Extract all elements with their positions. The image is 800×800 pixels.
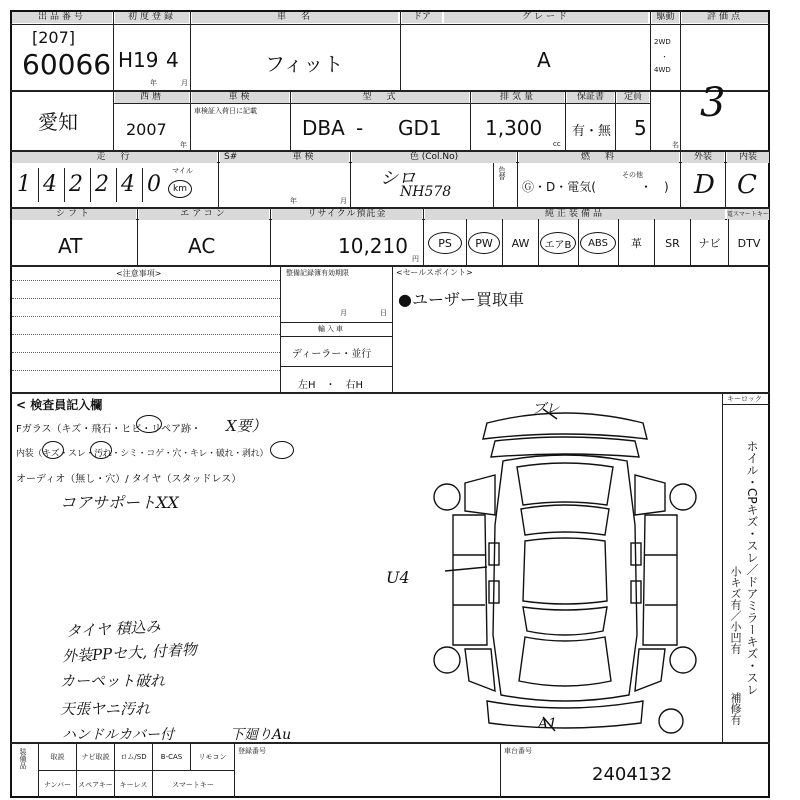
fuel-other: その他 — [622, 171, 643, 179]
import-type: ディーラー・並行 — [292, 349, 372, 360]
car-name-label: 車 名 — [192, 12, 398, 23]
equip-aw: AW — [511, 236, 530, 250]
row-rule — [10, 24, 770, 25]
row-rule — [722, 404, 770, 405]
lot-label: 出品番号 — [12, 12, 112, 23]
col-rule — [113, 10, 114, 150]
note-line — [12, 370, 280, 371]
interior-line: 内装（キズ・スレ・汚れ・シミ・コゲ・穴・キレ・破れ・剥れ） — [16, 449, 269, 459]
front-left-arch — [465, 475, 495, 515]
glass-hand: X要） — [226, 417, 267, 435]
color-change-label: 色替 — [498, 166, 506, 180]
grade-label: グレード — [444, 12, 648, 23]
hand-note: カーペット破れ — [60, 672, 166, 690]
reg-month-unit: 月 — [181, 79, 188, 87]
fuel-close: ・ ) — [640, 180, 669, 194]
western-year-unit: 年 — [180, 141, 187, 149]
mileage-digit: 4 — [43, 172, 57, 197]
western-year-label: 西暦 — [115, 92, 189, 103]
warranty-label: 保証書 — [567, 92, 614, 103]
col-rule — [650, 10, 651, 150]
color-code: NH578 — [400, 184, 452, 200]
chassis-label: 車台番号 — [504, 747, 532, 755]
digit-rule — [90, 168, 91, 202]
mileage-digit: 2 — [95, 172, 109, 197]
lot-number: 60066 — [22, 48, 112, 81]
rear-glass-shape — [523, 607, 607, 635]
accessories-label: 装備品 — [19, 748, 27, 769]
col-rule — [578, 219, 579, 265]
col-rule — [400, 10, 401, 90]
right-side-note-2: 小キズ有／小凹有 — [729, 566, 742, 654]
score-value: 3 — [700, 80, 726, 126]
glass-line: Fガラス（キズ・飛石・ヒビ・リペア跡・ — [16, 424, 202, 435]
sales-point: ●ユーザー買取車 — [398, 290, 524, 309]
diagram-side-note: U4 — [386, 568, 410, 587]
col-rule — [470, 90, 471, 150]
inspection-label-2: 車検 — [192, 92, 289, 103]
wheel-rear-right — [670, 647, 696, 673]
inspection-note: 車検証入荷日に記載 — [194, 107, 257, 115]
col-rule — [517, 150, 518, 207]
shift-value: AT — [58, 234, 83, 258]
km-circled: km — [168, 180, 192, 198]
sales-label: <セールスポイント> — [396, 268, 473, 277]
acc-rom-sd: ロム/SD — [120, 753, 147, 761]
capacity: 5 — [634, 116, 647, 140]
hand-note: タイヤ 積込み — [65, 617, 161, 641]
col-rule — [493, 162, 494, 207]
col-rule — [190, 90, 191, 150]
digit-rule — [64, 168, 65, 202]
reg-month: 4 — [166, 48, 179, 72]
right-side-note-3: 補修有 — [729, 692, 742, 725]
col-rule — [218, 150, 219, 207]
note-line — [12, 352, 280, 353]
drive-2wd: 2WD — [654, 38, 671, 46]
mileage-digit: 2 — [69, 172, 83, 197]
interior-circle — [42, 441, 64, 459]
col-rule — [270, 207, 271, 265]
mile-label: マイル — [172, 167, 193, 175]
col-rule — [190, 10, 191, 90]
model-dash: - — [356, 116, 364, 140]
rear-left-arch — [465, 649, 495, 691]
rear-right-arch — [635, 649, 665, 691]
acc-bcas: B-CAS — [160, 753, 183, 761]
equip-airbag: エアB — [540, 232, 576, 254]
drive-label: 駆動 — [652, 12, 679, 23]
equip-ps: PS — [428, 232, 462, 254]
left-door-split — [453, 555, 485, 605]
col-rule — [680, 150, 681, 207]
spare-wheel — [659, 709, 683, 733]
col-rule — [423, 207, 424, 265]
acc-number-plate: ナンバー — [43, 781, 72, 789]
wheel-front-right — [670, 484, 696, 510]
inspection-month-unit: 月 — [340, 197, 347, 205]
exterior-grade: D — [694, 170, 715, 200]
audio-line: オーディオ（無し・穴）/ タイヤ（スタッドレス） — [16, 474, 242, 485]
col-rule — [466, 219, 467, 265]
equipment-label: 純正装備品 — [425, 209, 725, 220]
ac-value: AC — [188, 234, 216, 258]
interior-label: 内装 — [727, 152, 769, 163]
caution-label: <注意事項> — [116, 269, 162, 278]
row-rule — [10, 265, 770, 267]
inspector-title: < 検査員記入欄 — [16, 398, 103, 412]
body-outline — [493, 455, 637, 701]
col-rule — [350, 150, 351, 207]
acc-navi-manual: ナビ取説 — [81, 753, 110, 761]
exterior-label: 外装 — [682, 152, 724, 163]
record-day: 日 — [380, 309, 387, 317]
acc-smart-key: スマートキー — [172, 781, 214, 789]
fuel-value: Ⓖ・D・電気( — [522, 180, 596, 194]
capacity-label: 定員 — [617, 92, 649, 103]
mileage-digit: 4 — [121, 172, 135, 197]
acc-spare-key: スペアキー — [78, 781, 113, 789]
equip-abs: ABS — [580, 232, 616, 254]
col-rule — [615, 90, 616, 150]
rear-bumper-shape — [487, 701, 643, 728]
model-code: GD1 — [398, 116, 442, 140]
hood-front-shape — [491, 437, 639, 457]
chassis-number: 2404132 — [592, 764, 673, 785]
col-rule — [680, 10, 681, 150]
lot-bracket: [207] — [32, 28, 76, 47]
drive-4wd: 4WD — [654, 66, 671, 74]
col-rule — [392, 265, 393, 392]
right-side-note-1: ホイル・CPキズ・スレ／ドアミラーキズ・スレ — [745, 440, 759, 696]
score-label: 評価点 — [682, 12, 768, 23]
reg-year-unit: 年 — [150, 79, 157, 87]
mileage-label: 走 行 — [12, 152, 217, 163]
key-lock-label: キーロック — [727, 395, 762, 403]
reg-label: 初度登録 — [115, 12, 189, 23]
recycle-label: リサイクル預託金 — [272, 209, 422, 220]
yen-unit: 円 — [412, 255, 419, 263]
displacement-label: 排気量 — [472, 92, 564, 103]
acc-remote: リモコン — [198, 753, 227, 761]
recycle-amount: 10,210 — [338, 234, 408, 258]
diagram-rear-note: A1 — [538, 716, 558, 732]
row-rule — [10, 742, 770, 744]
col-rule — [280, 265, 281, 392]
front-right-arch — [635, 475, 665, 515]
trunk-shape — [519, 637, 611, 686]
registration-label: 登録番号 — [238, 747, 266, 755]
door-label: ドア — [402, 12, 442, 23]
region: 愛知 — [38, 110, 78, 134]
ac-label: エアコン — [139, 209, 269, 220]
fuel-label: 燃 料 — [519, 152, 679, 163]
windshield-shape — [521, 505, 609, 535]
drive-dot: ・ — [661, 53, 668, 61]
hand-note: 天張ヤニ汚れ — [60, 700, 151, 718]
equip-leather: 革 — [631, 237, 642, 250]
hand-note: ハンドルカバー付 — [62, 727, 174, 743]
rear-note-pointer — [543, 717, 555, 731]
col-rule — [234, 742, 235, 798]
import-label: 輸入車 — [318, 325, 345, 333]
s-label: S# — [220, 152, 349, 163]
wheel-front-left — [434, 484, 460, 510]
digit-rule — [38, 168, 39, 202]
col-rule — [137, 207, 138, 265]
wheel-rear-left — [434, 647, 460, 673]
displacement: 1,300 — [485, 116, 543, 140]
hand-note: 外装PPセ大, 付着物 — [61, 640, 198, 666]
color-label: 色 (Col.No) — [352, 152, 516, 163]
row-rule — [280, 322, 392, 323]
col-rule — [500, 742, 501, 798]
equip-sr: SR — [665, 236, 680, 250]
glass-hibi-circle — [136, 415, 162, 433]
mileage-digit: 1 — [17, 172, 31, 197]
right-door-split — [645, 555, 677, 605]
col-rule — [290, 90, 291, 150]
warranty-value: 有・無 — [572, 124, 612, 139]
cc-unit: cc — [553, 140, 561, 148]
acc-keyless: キーレス — [119, 781, 148, 789]
note-line — [12, 316, 280, 317]
row-rule — [280, 366, 392, 367]
inspection-label-3: 車検 — [260, 152, 349, 163]
record-label: 整備記録簿有効期限 — [286, 269, 349, 277]
note-line — [12, 334, 280, 335]
diagram-top-note: ブレ — [532, 401, 560, 417]
digit-rule — [142, 168, 143, 202]
mileage-digit: 0 — [147, 172, 161, 197]
right-side-panel — [643, 515, 677, 645]
acc-manual: 取説 — [50, 753, 65, 761]
equip-navi: ナビ — [698, 237, 721, 250]
diagram-bottom-note: 下廻りAu — [230, 727, 292, 743]
capacity-unit: 名 — [672, 141, 679, 149]
note-line — [12, 280, 280, 281]
row-rule — [280, 336, 392, 337]
reg-era: H19 — [118, 48, 159, 72]
side-note-pointer — [445, 567, 487, 571]
row-rule — [38, 770, 234, 771]
interior-circle — [90, 441, 112, 459]
digit-rule — [116, 168, 117, 202]
inspection-year-unit: 年 — [290, 197, 297, 205]
model-label: 型 式 — [292, 92, 469, 103]
record-month: 月 — [340, 309, 347, 317]
model-prefix: DBA — [302, 116, 345, 140]
left-side-panel — [453, 515, 487, 645]
col-rule — [725, 150, 726, 207]
interior-grade: C — [737, 170, 757, 200]
grade-value: A — [537, 48, 551, 72]
row-rule — [10, 392, 770, 394]
row-rule — [113, 103, 650, 104]
front-bumper-shape — [483, 413, 647, 439]
roof-shape — [523, 538, 607, 604]
interior-circle — [270, 441, 294, 459]
col-rule — [538, 219, 539, 265]
handle-side: 左H ・ 右H — [298, 380, 364, 391]
col-rule — [722, 392, 723, 742]
equip-pw: PW — [468, 232, 500, 254]
equip-dtv: DTV — [737, 236, 761, 250]
car-name: フィット — [265, 52, 344, 76]
note-line — [12, 298, 280, 299]
shift-label: シフト — [12, 209, 136, 220]
smart-key-label: 電スマートキー — [727, 211, 769, 218]
car-damage-diagram — [425, 405, 705, 735]
color-name: シロ — [380, 168, 416, 189]
hand-note: コアサポートXX — [60, 493, 179, 512]
col-rule — [565, 90, 566, 150]
hood-shape — [517, 463, 613, 505]
western-year: 2007 — [126, 120, 167, 139]
